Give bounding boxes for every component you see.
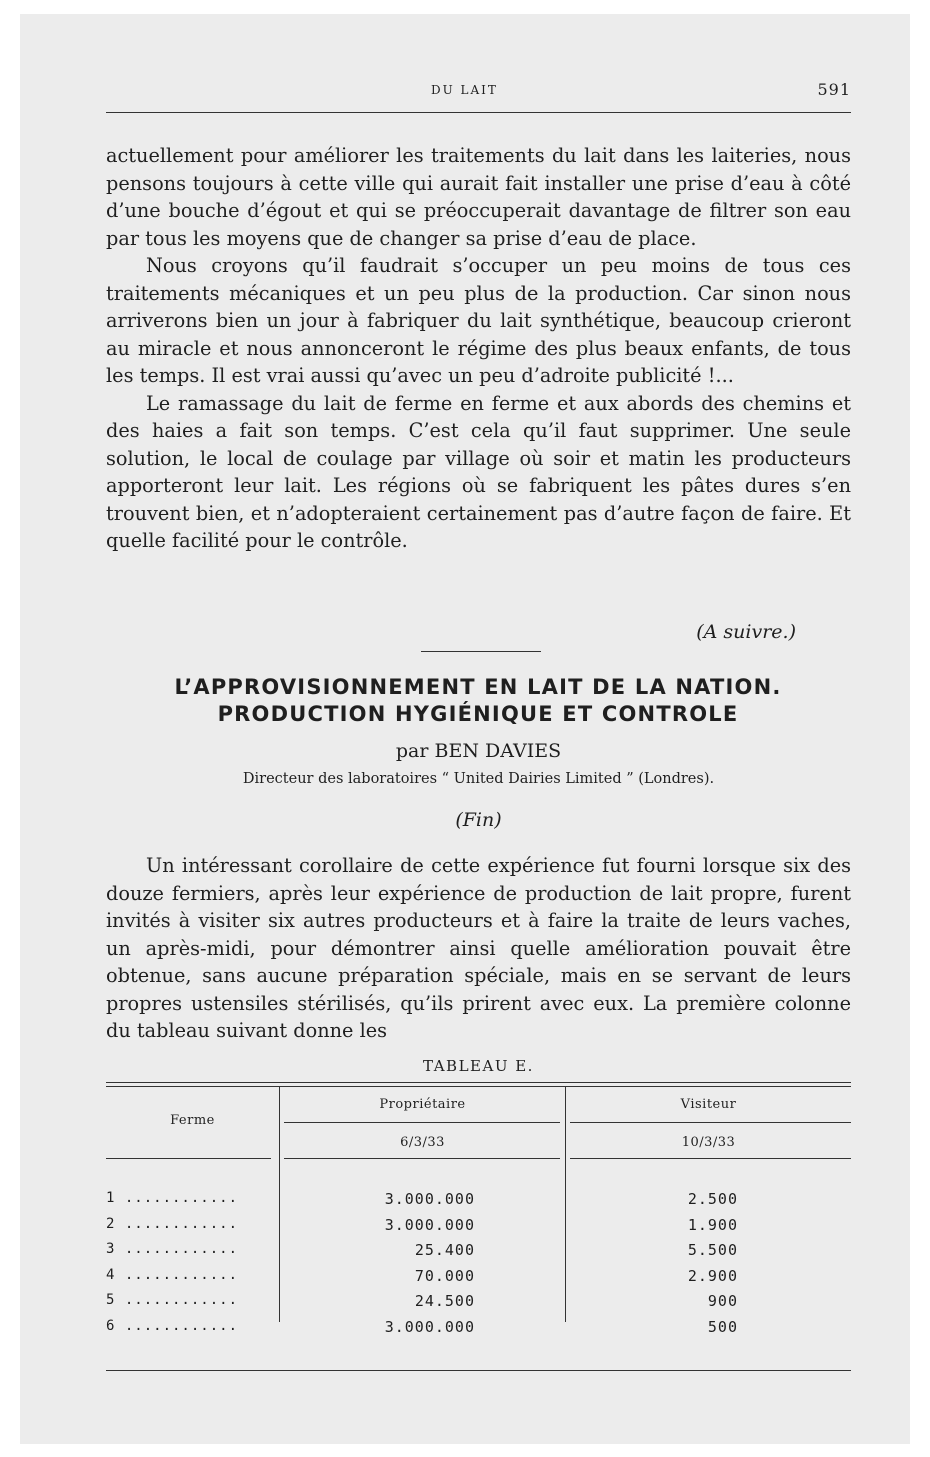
page-number: 591 bbox=[817, 80, 851, 99]
cell-ferme: 2 ............ bbox=[106, 1215, 239, 1232]
header-rule bbox=[106, 112, 851, 113]
cell-visiteur: 500 bbox=[707, 1317, 738, 1336]
date-visiteur: 10/3/33 bbox=[681, 1135, 736, 1150]
cell-proprietaire: 3.000.000 bbox=[384, 1190, 475, 1208]
data-table bbox=[106, 1082, 851, 1378]
a-suivre-note: (A suivre.) bbox=[696, 621, 796, 643]
column-header-ferme: Ferme bbox=[170, 1113, 215, 1128]
author-affiliation: Directeur des laboratoires “ United Dairies Limited ” (Londres). bbox=[242, 771, 715, 787]
cell-proprietaire: 3.000.000 bbox=[384, 1317, 475, 1336]
table-header-rule bbox=[284, 1122, 560, 1123]
table-top-rule bbox=[106, 1082, 851, 1083]
fin-note: (Fin) bbox=[455, 809, 502, 831]
column-header-visiteur: Visiteur bbox=[680, 1097, 737, 1112]
cell-ferme: 4 ............ bbox=[106, 1266, 239, 1283]
running-title: DU LAIT bbox=[431, 83, 498, 97]
article-title-line: PRODUCTION HYGIÉNIQUE ET CONTROLE bbox=[217, 702, 739, 726]
article-title bbox=[98, 674, 858, 728]
table-header-rule bbox=[570, 1158, 851, 1159]
article-title-line: L’APPROVISIONNEMENT EN LAIT DE LA NATION. bbox=[174, 675, 782, 699]
paragraph: Le ramassage du lait de ferme en ferme et aux abords des chemins et des haies a fait son temps. C’est cela qu’il faut supprimer. Une seule solution, le local de coulage par village où soir et matin les producteurs apporteront leur lait. Les régions où se fabriquent les pâtes dures s’en trouvent bien, et n’adopteraient certainement pas d’autre façon de faire. Et quelle facilité pour le contrôle. bbox=[106, 391, 851, 552]
paragraph: Un intéressant corollaire de cette expérience fut fourni lorsque six des douze fermiers, après leur expérience de production de lait propre, furent invités à visiter six autres producteurs et à faire la traite de leurs vaches, un après-midi, pour démontrer ainsi quelle amélioration pouvait être obtenue, sans aucune préparation spéciale, mais en se servant de leurs propres ustensiles stérilisés, qu’ils prirent avec eux. La première colonne du tableau suivant donne les bbox=[106, 854, 851, 1042]
cell-visiteur: 2.500 bbox=[687, 1190, 738, 1208]
cell-proprietaire: 3.000.000 bbox=[384, 1215, 475, 1234]
cell-visiteur: 1.900 bbox=[687, 1215, 738, 1234]
cell-ferme: 6 ............ bbox=[106, 1317, 239, 1334]
page-sheet bbox=[20, 14, 910, 1444]
article-text bbox=[106, 852, 851, 1045]
cell-visiteur: 5.500 bbox=[687, 1241, 738, 1259]
cell-visiteur: 2.900 bbox=[687, 1266, 738, 1285]
cell-ferme: 1 ............ bbox=[106, 1190, 239, 1206]
cell-proprietaire: 24.500 bbox=[414, 1292, 475, 1310]
table-title: TABLEAU E. bbox=[423, 1057, 534, 1075]
cell-proprietaire: 70.000 bbox=[414, 1266, 475, 1285]
section-separator bbox=[421, 651, 541, 652]
table-header-rule bbox=[570, 1122, 851, 1123]
byline: par BEN DAVIES bbox=[395, 740, 562, 762]
paragraph: actuellement pour améliorer les traitements du lait dans les laiteries, nous pensons toujours à cette ville qui aurait fait installer une prise d’eau à côté d’une bouche d’égout et qui se préoccuperait davantage de filtrer son eau par tous les moyens que de changer sa prise d’eau de place. bbox=[106, 144, 851, 250]
cell-ferme: 5 ............ bbox=[106, 1292, 239, 1308]
continuation-text bbox=[106, 142, 851, 555]
table-header-rule bbox=[284, 1158, 560, 1159]
table-header-rule bbox=[106, 1158, 271, 1159]
table-top-rule bbox=[106, 1086, 851, 1087]
date-proprietaire: 6/3/33 bbox=[400, 1135, 445, 1150]
cell-proprietaire: 25.400 bbox=[414, 1241, 475, 1259]
cell-ferme: 3 ............ bbox=[106, 1241, 239, 1257]
table-bottom-rule bbox=[106, 1370, 851, 1371]
page-header bbox=[106, 80, 851, 102]
column-header-proprietaire: Propriétaire bbox=[379, 1097, 466, 1112]
paragraph: Nous croyons qu’il faudrait s’occuper un peu moins de tous ces traitements mécaniques et un peu plus de la production. Car sinon nous arriverons bien un jour à fabriquer du lait synthétique, beaucoup crieront au miracle et nous annonceront le régime des plus beaux enfants, de tous les temps. Il est vrai aussi qu’avec un peu d’adroite publicité !... bbox=[106, 254, 851, 387]
cell-visiteur: 900 bbox=[707, 1292, 738, 1310]
